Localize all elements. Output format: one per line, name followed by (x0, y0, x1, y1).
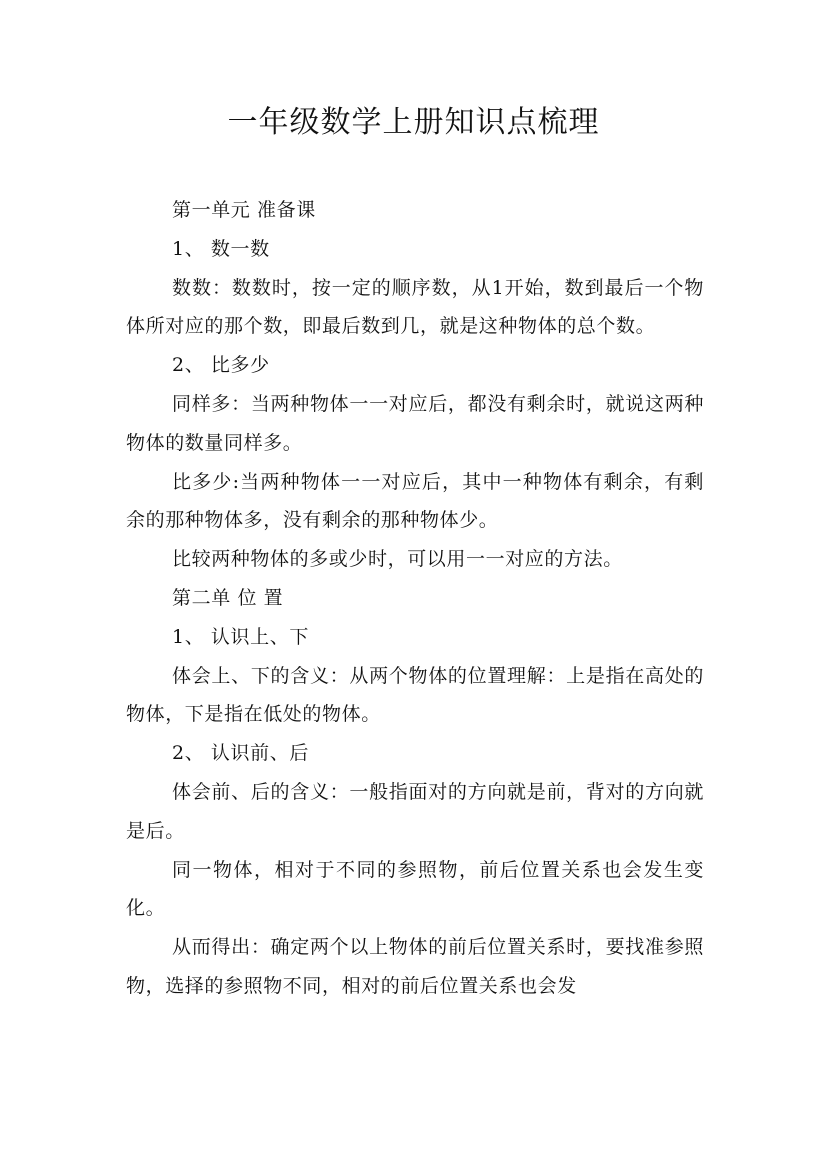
body-paragraph: 同样多：当两种物体一一对应后，都没有剩余时，就说这两种物体的数量同样多。 (126, 392, 704, 454)
section-heading: 2、 认识前、后 (172, 742, 309, 765)
body-paragraph: 比较两种物体的多或少时，可以用一一对应的方法。 (172, 548, 623, 571)
body-paragraph: 同一物体，相对于不同的参照物，前后位置关系也会发生变化。 (126, 858, 704, 920)
unit-heading: 第二单 位 置 (172, 586, 284, 609)
section-heading: 1、 数一数 (172, 237, 270, 260)
section-heading: 2、 比多少 (172, 354, 270, 377)
unit-heading: 第一单元 准备课 (172, 199, 316, 221)
body-paragraph: 体会前、后的含义：一般指面对的方向就是前，背对的方向就是后。 (126, 780, 704, 842)
section-heading: 1、 认识上、下 (172, 625, 309, 648)
body-paragraph: 数数：数数时，按一定的顺序数，从1开始，数到最后一个物体所对应的那个数，即最后数到几，就是这种物体的总个数。 (126, 276, 704, 338)
document-title: 一年级数学上册知识点梳理 (227, 105, 600, 140)
document-body (126, 191, 704, 1006)
body-paragraph: 比多少:当两种物体一一对应后，其中一种物体有剩余，有剩余的那种物体多，没有剩余的那种物体少。 (126, 470, 704, 532)
body-paragraph: 体会上、下的含义：从两个物体的位置理解：上是指在高处的物体，下是指在低处的物体。 (126, 664, 704, 726)
body-paragraph: 从而得出：确定两个以上物体的前后位置关系时，要找准参照物，选择的参照物不同，相对的前后位置关系也会发 (126, 936, 704, 997)
